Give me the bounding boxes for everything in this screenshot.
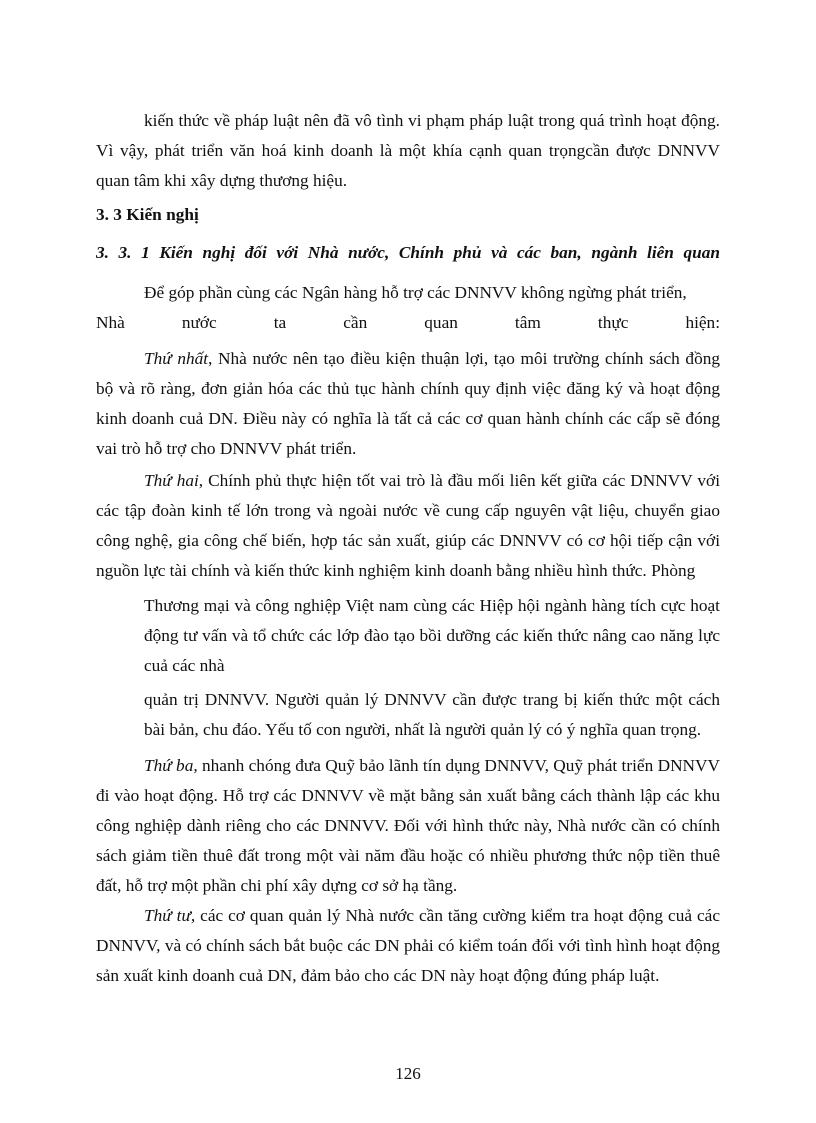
section-heading: 3. 3 Kiến nghị [96, 205, 199, 224]
paragraph-chamber: Thương mại và công nghiệp Việt nam cùng các Hiệp hội ngành hàng tích cực hoạt động tư vấn và tổ chức các lớp đào tạo bồi dưỡng các kiến thức nâng cao năng lực cuả các nhà [144, 596, 720, 675]
third-point-label: Thứ ba, [144, 756, 198, 775]
second-point-text: , Chính phủ thực hiện tốt vai trò là đầu mối liên kết giữa các DNNVV với các tập đoàn kinh tế lớn trong và ngoài nước về cung cấp nguyên vật liệu, chuyển giao công nghệ, gia công chế biến, hợp tác sản xuất, giúp các DNNVV có cơ hội tiếp cận với nguồn lực tài chính và kiến thức kinh nghiệm kinh doanh bằng nhiều hình thức. Phòng [96, 471, 720, 580]
paragraph-second-point [96, 466, 720, 586]
paragraph-third-point [96, 751, 720, 901]
third-point-text: nhanh chóng đưa Quỹ bảo lãnh tín dụng DNNVV, Quỹ phát triển DNNVV đi vào hoạt động. Hỗ trợ các DNNVV về mặt bằng sản xuất bằng cách thành lập các khu công nghiệp dành riêng cho các DNNVV. Đối với hình thức này, Nhà nước cần có chính sách giảm tiền thuê đất trong một vài năm đầu hoặc có nhiều phương thức nộp tiền thuê đất, hỗ trợ một phần chi phí xây dựng cơ sở hạ tầng. [96, 756, 720, 895]
paragraph-lead-line1: Để góp phần cùng các Ngân hàng hỗ trợ các DNNVV không ngừng phát triển, [144, 283, 687, 302]
paragraph-first-point [96, 344, 720, 464]
fourth-point-label: Thứ tư [144, 906, 191, 925]
paragraph-fourth-point [96, 901, 720, 991]
fourth-point-text: , các cơ quan quản lý Nhà nước cần tăng cường kiểm tra hoạt động cuả các DNNVV, và có chính sách bắt buộc các DN phải có kiểm toán đối với tình hình hoạt động sản xuất kinh doanh cuả DN, đảm bảo cho các DN này hoạt động đúng pháp luật. [96, 906, 720, 985]
page-number: 126 [395, 1064, 421, 1083]
second-point-label: Thứ hai [144, 471, 199, 490]
first-point-label: Thứ nhất [144, 349, 209, 368]
paragraph-intro: kiến thức về pháp luật nên đã vô tình vi phạm pháp luật trong quá trình hoạt động. Vì vậy, phát triển văn hoá kinh doanh là một khía cạnh quan trọngcần được DNNVV quan tâm khi xây dựng thương hiệu. [96, 111, 720, 190]
subsection-heading: 3. 3. 1 Kiến nghị đối với Nhà nước, Chính phủ và các ban, ngành liên quan [96, 243, 720, 262]
first-point-text: , Nhà nước nên tạo điều kiện thuận lợi, tạo môi trường chính sách đồng bộ và rõ ràng, đơn giản hóa các thủ tục hành chính quy định việc đăng ký và hoạt động kinh doanh cuả DN. Điều này có nghĩa là tất cả các cơ quan hành chính các cấp sẽ đóng vai trò hỗ trợ cho DNNVV phát triển. [96, 349, 720, 458]
paragraph-lead-line2: Nhà nước ta cần quan tâm thực hiện: [96, 313, 720, 332]
paragraph-managers: quản trị DNNVV. Người quản lý DNNVV cần được trang bị kiến thức một cách bài bản, chu đáo. Yếu tố con người, nhất là người quản lý có ý nghĩa quan trọng. [144, 690, 720, 739]
